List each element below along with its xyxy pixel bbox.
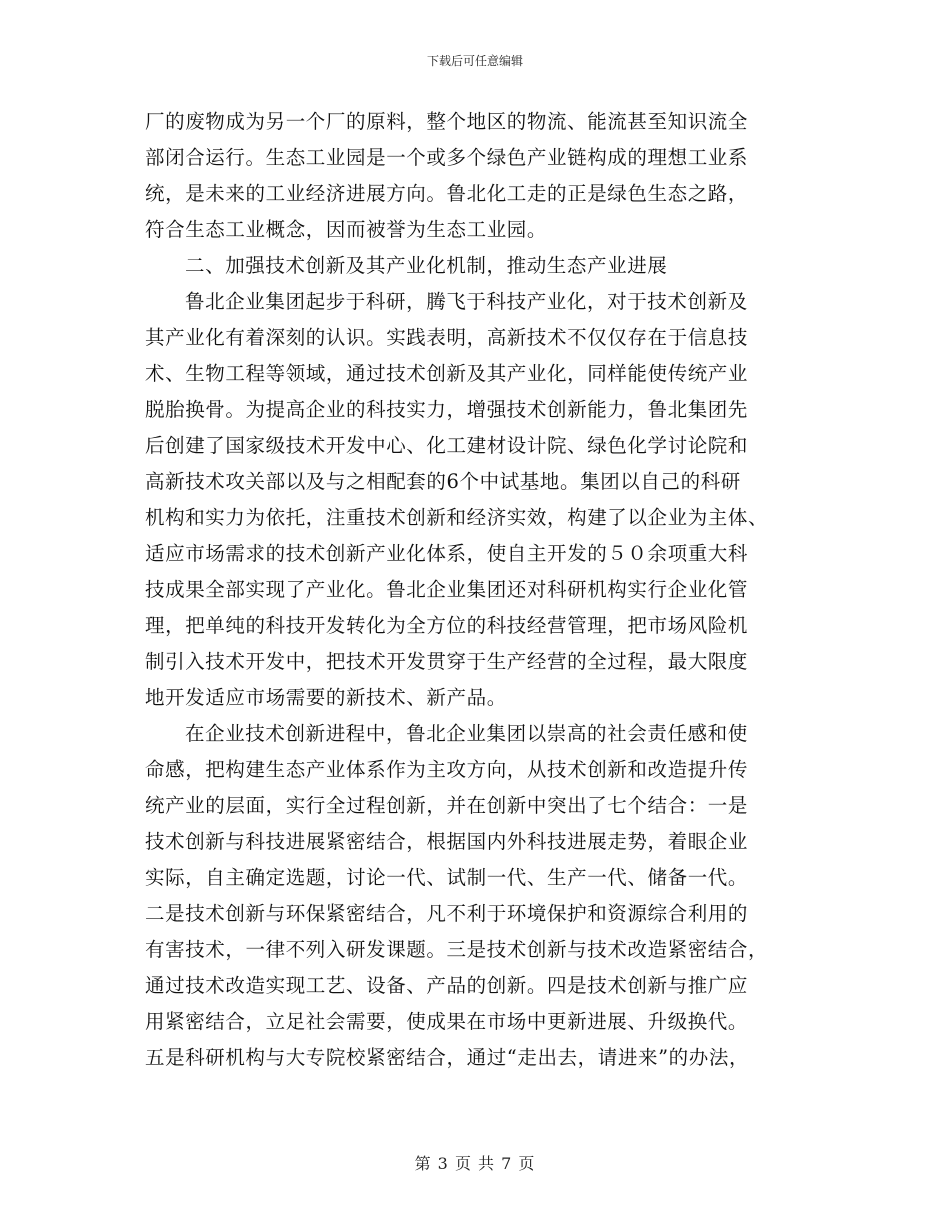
text-line: 理，把单纯的科技开发转化为全方位的科技经营管理，把市场风险机 — [145, 614, 749, 637]
text-line: 通过技术改造实现工艺、设备、产品的创新。四是技术创新与推广应 — [145, 974, 749, 997]
text-line: 地开发适应市场需要的新技术、新产品。 — [145, 686, 507, 709]
text-line: 脱胎换骨。为提高企业的科技实力，增强技术创新能力，鲁北集团先 — [145, 398, 749, 421]
text-line: 统产业的层面，实行全过程创新，并在创新中突出了七个结合：一是 — [145, 794, 749, 817]
text-line: 命感，把构建生态产业体系作为主攻方向，从技术创新和改造提升传 — [145, 758, 749, 781]
text-line: 厂的废物成为另一个厂的原料，整个地区的物流、能流甚至知识流全 — [145, 110, 749, 133]
text-line: 机构和实力为依托，注重技术创新和经济实效，构建了以企业为主体、 — [145, 506, 769, 529]
text-line: 统，是未来的工业经济进展方向。鲁北化工走的正是绿色生态之路， — [145, 182, 749, 205]
text-line: 鲁北企业集团起步于科研，腾飞于科技产业化，对于技术创新及 — [185, 290, 748, 313]
text-line: 二、加强技术创新及其产业化机制，推动生态产业进展 — [185, 254, 668, 277]
text-line: 高新技术攻关部以及与之相配套的6个中试基地。集团以自己的科研 — [145, 470, 741, 493]
text-line: 符合生态工业概念，因而被誉为生态工业园。 — [145, 218, 548, 241]
document-body — [145, 104, 805, 1076]
text-line: 后创建了国家级技术开发中心、化工建材设计院、绿色化学讨论院和 — [145, 434, 749, 457]
text-line: 实际，自主确定选题，讨论一代、试制一代、生产一代、储备一代。 — [145, 866, 749, 889]
text-line: 技术创新与科技进展紧密结合，根据国内外科技进展走势，着眼企业 — [145, 830, 749, 853]
text-line: 其产业化有着深刻的认识。实践表明，高新技术不仅仅存在于信息技 — [145, 326, 749, 349]
text-line: 术、生物工程等领域，通过技术创新及其产业化，同样能使传统产业 — [145, 362, 749, 385]
text-line: 制引入技术开发中，把技术开发贯穿于生产经营的全过程，最大限度 — [145, 650, 749, 673]
text-line: 技成果全部实现了产业化。鲁北企业集团还对科研机构实行企业化管 — [145, 578, 749, 601]
text-line: 用紧密结合，立足社会需要，使成果在市场中更新进展、升级换代。 — [145, 1010, 749, 1033]
page-footer: 第 3 页 共 7 页 — [414, 1154, 536, 1173]
text-line: 适应市场需求的技术创新产业化体系，使自主开发的５０余项重大科 — [145, 542, 749, 565]
text-line: 有害技术，一律不列入研发课题。三是技术创新与技术改造紧密结合， — [145, 938, 769, 961]
text-line: 五是科研机构与大专院校紧密结合，通过“走出去，请进来”的办法， — [145, 1046, 750, 1069]
page-header: 下载后可任意编辑 — [426, 54, 523, 68]
text-line: 在企业技术创新进程中，鲁北企业集团以崇高的社会责任感和使 — [185, 722, 748, 745]
text-line: 部闭合运行。生态工业园是一个或多个绿色产业链构成的理想工业系 — [145, 146, 749, 169]
text-line: 二是技术创新与环保紧密结合，凡不利于环境保护和资源综合利用的 — [145, 902, 749, 925]
